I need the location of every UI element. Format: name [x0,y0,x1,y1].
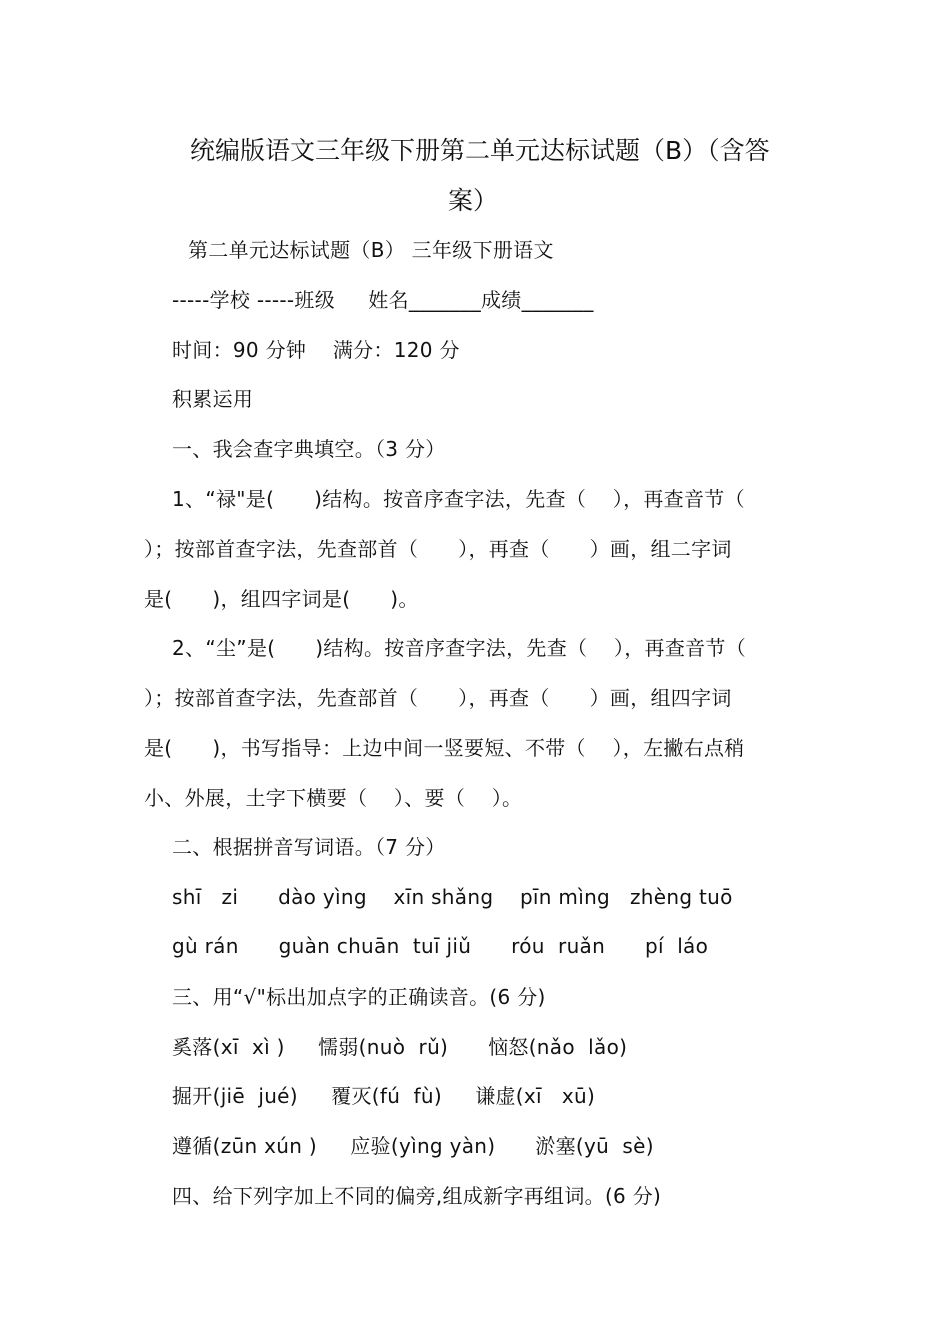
question-4-heading: 四、给下列字加上不同的偏旁,组成新字再组词。(6 分) [172,1184,662,1208]
question-2-heading: 二、根据拼音写词语。（7 分） [172,835,446,859]
reading-line-2: 掘开(jiē jué) 覆灭(fú fù) 谦虚(xī xū) [172,1084,596,1108]
section-heading: 积累运用 [172,387,254,411]
pinyin-line-1: shī zi dào yìng xīn shǎng pīn mìng zhèng tuō [172,885,733,909]
subtitle: 第二单元达标试题（B） 三年级下册语文 [188,238,554,262]
reading-line-3: 遵循(zūn xún ) 应验(yìng yàn) 淤塞(yū sè) [172,1134,654,1158]
student-info-line: -----学校 -----班级 姓名_______成绩_______ [172,288,594,312]
document-title-line-1: 统编版语文三年级下册第二单元达标试题（B）（含答 [190,136,770,165]
document-title-line-2: 案） [448,186,499,215]
question-1-item-1-line-3: 是( )，组四字词是( )。 [144,587,419,611]
question-1-heading: 一、我会查字典填空。（3 分） [172,437,446,461]
question-1-item-2-line-4: 小、外展，土字下横要（ ）、要（ ）。 [144,786,523,810]
question-1-item-2-line-3: 是( )，书写指导：上边中间一竖要短、不带（ ），左撇右点稍 [144,736,745,760]
question-1-item-1-line-1: 1、“禄"是( )结构。按音序查字法，先查（ ），再查音节（ [172,487,745,511]
question-3-heading: 三、用“√"标出加点字的正确读音。(6 分) [172,985,546,1009]
pinyin-line-2: gù rán guàn chuān tuī jiǔ róu ruǎn pí láo [172,934,709,958]
exam-time-line: 时间：90 分钟 满分：120 分 [172,338,460,362]
question-1-item-2-line-2: ）；按部首查字法，先查部首（ ），再查（ ）画，组四字词 [144,686,732,710]
reading-line-1: 奚落(xī xì ) 懦弱(nuò rǔ) 恼怒(nǎo lǎo) [172,1035,628,1059]
question-1-item-1-line-2: ）；按部首查字法，先查部首（ ），再查（ ）画，组二字词 [144,537,732,561]
question-1-item-2-line-1: 2、“尘”是( )结构。按音序查字法，先查（ ），再查音节（ [172,636,747,660]
